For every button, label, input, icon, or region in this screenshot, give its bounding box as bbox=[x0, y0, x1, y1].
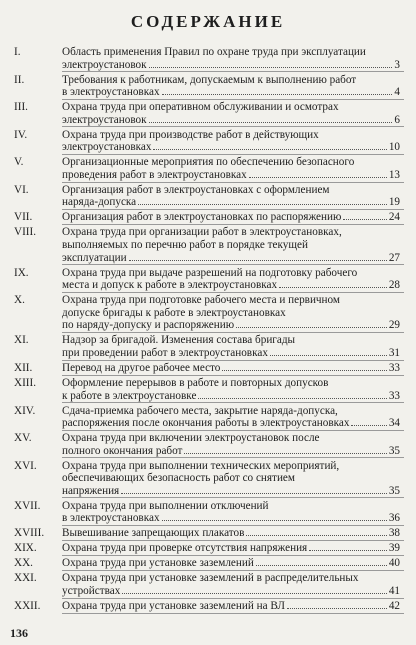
toc-entry-page: 34 bbox=[388, 417, 400, 430]
toc-entry-title bbox=[62, 294, 400, 332]
toc-entry-title-line: Сдача-приемка рабочего места, закрытие наряда-допуска, bbox=[62, 404, 338, 417]
toc-entry-number: X. bbox=[14, 294, 25, 307]
dot-leader bbox=[198, 397, 386, 399]
dot-leader bbox=[249, 176, 387, 178]
toc-entry-title-line: допуске бригады к работе в электроустановках bbox=[62, 306, 286, 319]
entry-separator bbox=[62, 457, 404, 458]
toc-entry bbox=[14, 572, 404, 597]
entry-separator bbox=[62, 430, 404, 431]
toc-entry-title-line: эксплуатации bbox=[62, 251, 127, 264]
toc-entry-page: 4 bbox=[394, 86, 400, 99]
toc-entry-number: XIV. bbox=[14, 404, 36, 417]
dot-leader bbox=[149, 121, 393, 123]
toc-entry bbox=[14, 211, 404, 224]
toc-entry-title bbox=[62, 211, 400, 224]
toc-entry-page: 36 bbox=[388, 512, 400, 525]
toc-entry-page: 28 bbox=[388, 279, 400, 292]
toc-entry-title-line: в электроустановках bbox=[62, 512, 160, 525]
dot-leader bbox=[309, 549, 387, 551]
entry-separator bbox=[62, 332, 404, 333]
toc-entry-title bbox=[62, 362, 400, 375]
toc-entry-number: XV. bbox=[14, 432, 32, 445]
toc-entry-title-line: Область применения Правил по охране труда при эксплуатации bbox=[62, 46, 366, 58]
toc-entry-title bbox=[62, 572, 400, 597]
toc-entry bbox=[14, 432, 404, 457]
toc-entry-number: VI. bbox=[14, 183, 29, 196]
toc-entry-title-line: электроустановок bbox=[62, 113, 147, 126]
toc-entry-page: 3 bbox=[394, 58, 400, 71]
toc-entry-number: XIX. bbox=[14, 542, 37, 555]
toc-entry-title bbox=[62, 184, 400, 209]
toc-entry-title-line: Охрана труда при включении электроустановок после bbox=[62, 432, 320, 445]
toc-entry-title bbox=[62, 267, 400, 292]
toc-entry-title-line: к работе в электроустановке bbox=[62, 389, 197, 402]
toc-entry bbox=[14, 527, 404, 540]
entry-separator bbox=[62, 224, 404, 225]
dot-leader bbox=[184, 452, 386, 454]
toc-entry-number: XII. bbox=[14, 361, 33, 374]
toc-entry bbox=[14, 460, 404, 498]
toc-entry-page: 42 bbox=[388, 599, 400, 612]
dot-leader bbox=[343, 218, 386, 220]
toc-entry bbox=[14, 500, 404, 525]
toc-entry-page: 35 bbox=[388, 444, 400, 457]
dot-leader bbox=[121, 492, 387, 494]
toc-entry-title-line: электроустановок bbox=[62, 58, 147, 71]
entry-separator bbox=[62, 264, 404, 265]
entry-separator bbox=[62, 126, 404, 127]
toc-entry-page: 29 bbox=[388, 319, 400, 332]
toc-entry-title bbox=[62, 527, 400, 540]
toc-entry-title-line: при проведении работ в электроустановках bbox=[62, 346, 268, 359]
toc-entry-number: XXII. bbox=[14, 599, 41, 612]
dot-leader bbox=[287, 607, 387, 609]
entry-separator bbox=[62, 402, 404, 403]
dot-leader bbox=[270, 354, 387, 356]
toc-entry bbox=[14, 101, 404, 126]
toc-entry-page: 13 bbox=[388, 168, 400, 181]
toc-entry-number: XVII. bbox=[14, 499, 41, 512]
entry-separator bbox=[62, 497, 404, 498]
toc-entry-title-line: проведения работ в электроустановках bbox=[62, 168, 247, 181]
toc-entry-title-line: Надзор за бригадой. Изменения состава бригады bbox=[62, 334, 296, 347]
toc-entry bbox=[14, 362, 404, 375]
toc-entry-title-line: устройствах bbox=[62, 584, 121, 597]
entry-separator bbox=[62, 99, 404, 100]
entry-separator bbox=[62, 360, 404, 361]
entry-separator bbox=[62, 525, 404, 526]
toc-entry-page: 27 bbox=[388, 251, 400, 264]
toc-entry-page: 35 bbox=[388, 484, 400, 497]
toc-entry-number: XIII. bbox=[14, 376, 37, 389]
toc-entry bbox=[14, 184, 404, 209]
toc-entry-title-line: Оформление перерывов в работе и повторных допусков bbox=[62, 376, 329, 389]
toc-entry-page: 6 bbox=[394, 113, 400, 126]
toc-entry-title bbox=[62, 156, 400, 181]
entry-separator bbox=[62, 209, 404, 210]
entry-separator bbox=[62, 555, 404, 556]
toc-entry-title-line: Охрана труда при выдаче разрешений на подготовку рабочего bbox=[62, 266, 358, 279]
toc-entry bbox=[14, 542, 404, 555]
toc-entry-title bbox=[62, 460, 400, 498]
dot-leader bbox=[162, 93, 393, 95]
entry-separator bbox=[62, 182, 404, 183]
toc-entry-page: 33 bbox=[388, 361, 400, 374]
entry-separator bbox=[62, 540, 404, 541]
toc-entry-title-line: Охрана труда при выполнении технических мероприятий, bbox=[62, 459, 340, 472]
toc-entry bbox=[14, 74, 404, 99]
toc-entry bbox=[14, 377, 404, 402]
entry-separator bbox=[62, 292, 404, 293]
toc-entry-title-line: электроустановках bbox=[62, 141, 152, 154]
toc-entry-title-line: Организация работ в электроустановках по распоряжению bbox=[62, 211, 342, 224]
toc-entry bbox=[14, 46, 404, 71]
toc-entry-title bbox=[62, 377, 400, 402]
toc-entry-title-line: Охрана труда при организации работ в электроустановках, bbox=[62, 226, 342, 239]
toc-entry-number: III. bbox=[14, 101, 28, 114]
toc-entry-title-line: Охрана труда при установке заземлений bbox=[62, 557, 254, 570]
toc-entry-title bbox=[62, 74, 400, 99]
toc-entry-page: 31 bbox=[388, 346, 400, 359]
dot-leader bbox=[122, 592, 387, 594]
toc-entry-title-line: по наряду-допуску и распоряжению bbox=[62, 319, 235, 332]
toc-entry-title-line: обеспечивающих безопасность работ со снятием bbox=[62, 472, 295, 485]
toc-entry-title-line: распоряжения после окончания работы в электроустановках bbox=[62, 417, 350, 430]
dot-leader bbox=[279, 286, 387, 288]
toc-entry-number: VIII. bbox=[14, 226, 37, 239]
toc-entry-number: XX. bbox=[14, 557, 33, 570]
toc-entry bbox=[14, 405, 404, 430]
toc-entry-number: II. bbox=[14, 73, 25, 86]
toc-entry-title-line: Вывешивание запрещающих плакатов bbox=[62, 527, 245, 540]
dot-leader bbox=[162, 519, 387, 521]
toc-entry-title-line: Организация работ в электроустановках с оформлением bbox=[62, 183, 330, 196]
toc-entry-title bbox=[62, 405, 400, 430]
toc-entry-title-line: Охрана труда при установке заземлений в распределительных bbox=[62, 572, 359, 585]
toc-entry-title-line: Охрана труда при производстве работ в действующих bbox=[62, 128, 319, 141]
toc-entry-title-line: Требования к работникам, допускаемым к выполнению работ bbox=[62, 73, 357, 86]
entry-separator bbox=[62, 154, 404, 155]
toc-entry-title-line: Организационные мероприятия по обеспечению безопасного bbox=[62, 156, 355, 169]
dot-leader bbox=[153, 148, 386, 150]
toc-entry-title-line: выполняемых по перечню работ в порядке текущей bbox=[62, 239, 308, 252]
toc-entry-title-line: в электроустановках bbox=[62, 86, 160, 99]
toc-entry-page: 40 bbox=[388, 557, 400, 570]
toc-entry-page: 38 bbox=[388, 527, 400, 540]
toc-entry bbox=[14, 334, 404, 359]
dot-leader bbox=[351, 424, 386, 426]
toc-entry bbox=[14, 557, 404, 570]
toc-entry-page: 19 bbox=[388, 196, 400, 209]
toc-entry-page: 10 bbox=[388, 141, 400, 154]
toc-entry-title-line: полного окончания работ bbox=[62, 444, 183, 457]
toc-entry-title bbox=[62, 101, 400, 126]
toc-entry bbox=[14, 600, 404, 613]
toc-entry-title bbox=[62, 432, 400, 457]
entry-separator bbox=[62, 375, 404, 376]
page-title: СОДЕРЖАНИЕ bbox=[130, 12, 286, 31]
toc-entry-page: 24 bbox=[388, 211, 400, 224]
toc-entry-title bbox=[62, 129, 400, 154]
toc-entry-title bbox=[62, 600, 400, 613]
toc-entry-title-line: Охрана труда при установке заземлений на ВЛ bbox=[62, 599, 286, 612]
dot-leader bbox=[246, 534, 386, 536]
toc-entry-number: IV. bbox=[14, 128, 28, 141]
toc-entry-title-line: места и допуск к работе в электроустановках bbox=[62, 279, 278, 292]
toc-entry-title bbox=[62, 226, 400, 264]
toc-entry-number: IX. bbox=[14, 266, 29, 279]
toc-entry-number: XXI. bbox=[14, 572, 37, 585]
toc-entry-title bbox=[62, 557, 400, 570]
dot-leader bbox=[236, 326, 387, 328]
toc-entry bbox=[14, 156, 404, 181]
toc-entry-title bbox=[62, 46, 400, 71]
entry-separator bbox=[62, 598, 404, 599]
table-of-contents bbox=[14, 46, 404, 615]
toc-entry bbox=[14, 226, 404, 264]
toc-entry-title-line: напряжения bbox=[62, 484, 120, 497]
toc-entry-title-line: Охрана труда при оперативном обслуживании и осмотрах bbox=[62, 101, 339, 114]
toc-entry bbox=[14, 129, 404, 154]
dot-leader bbox=[138, 203, 387, 205]
toc-entry-title-line: наряда-допуска bbox=[62, 196, 137, 209]
toc-entry bbox=[14, 294, 404, 332]
toc-entry bbox=[14, 267, 404, 292]
toc-entry-title-line: Перевод на другое рабочее место bbox=[62, 361, 221, 374]
dot-leader bbox=[149, 66, 393, 68]
toc-entry-title-line: Охрана труда при выполнении отключений bbox=[62, 499, 269, 512]
toc-entry-page: 39 bbox=[388, 542, 400, 555]
toc-entry-page: 41 bbox=[388, 584, 400, 597]
toc-entry-number: V. bbox=[14, 156, 24, 169]
page-number: 136 bbox=[10, 626, 28, 640]
toc-entry-number: XI. bbox=[14, 334, 29, 347]
toc-entry-title bbox=[62, 500, 400, 525]
toc-entry-title-line: Охрана труда при проверке отсутствия напряжения bbox=[62, 542, 308, 555]
toc-entry-title bbox=[62, 542, 400, 555]
dot-leader bbox=[256, 564, 387, 566]
toc-entry-page: 33 bbox=[388, 389, 400, 402]
toc-entry-number: XVI. bbox=[14, 459, 37, 472]
entry-separator bbox=[62, 613, 404, 614]
toc-entry-title bbox=[62, 334, 400, 359]
dot-leader bbox=[222, 369, 386, 371]
toc-entry-number: I. bbox=[14, 46, 21, 58]
toc-entry-number: XVIII. bbox=[14, 527, 45, 540]
toc-entry-title-line: Охрана труда при подготовке рабочего места и первичном bbox=[62, 294, 341, 307]
dot-leader bbox=[129, 259, 387, 261]
entry-separator bbox=[62, 570, 404, 571]
entry-separator bbox=[62, 71, 404, 72]
toc-entry-number: VII. bbox=[14, 211, 33, 224]
